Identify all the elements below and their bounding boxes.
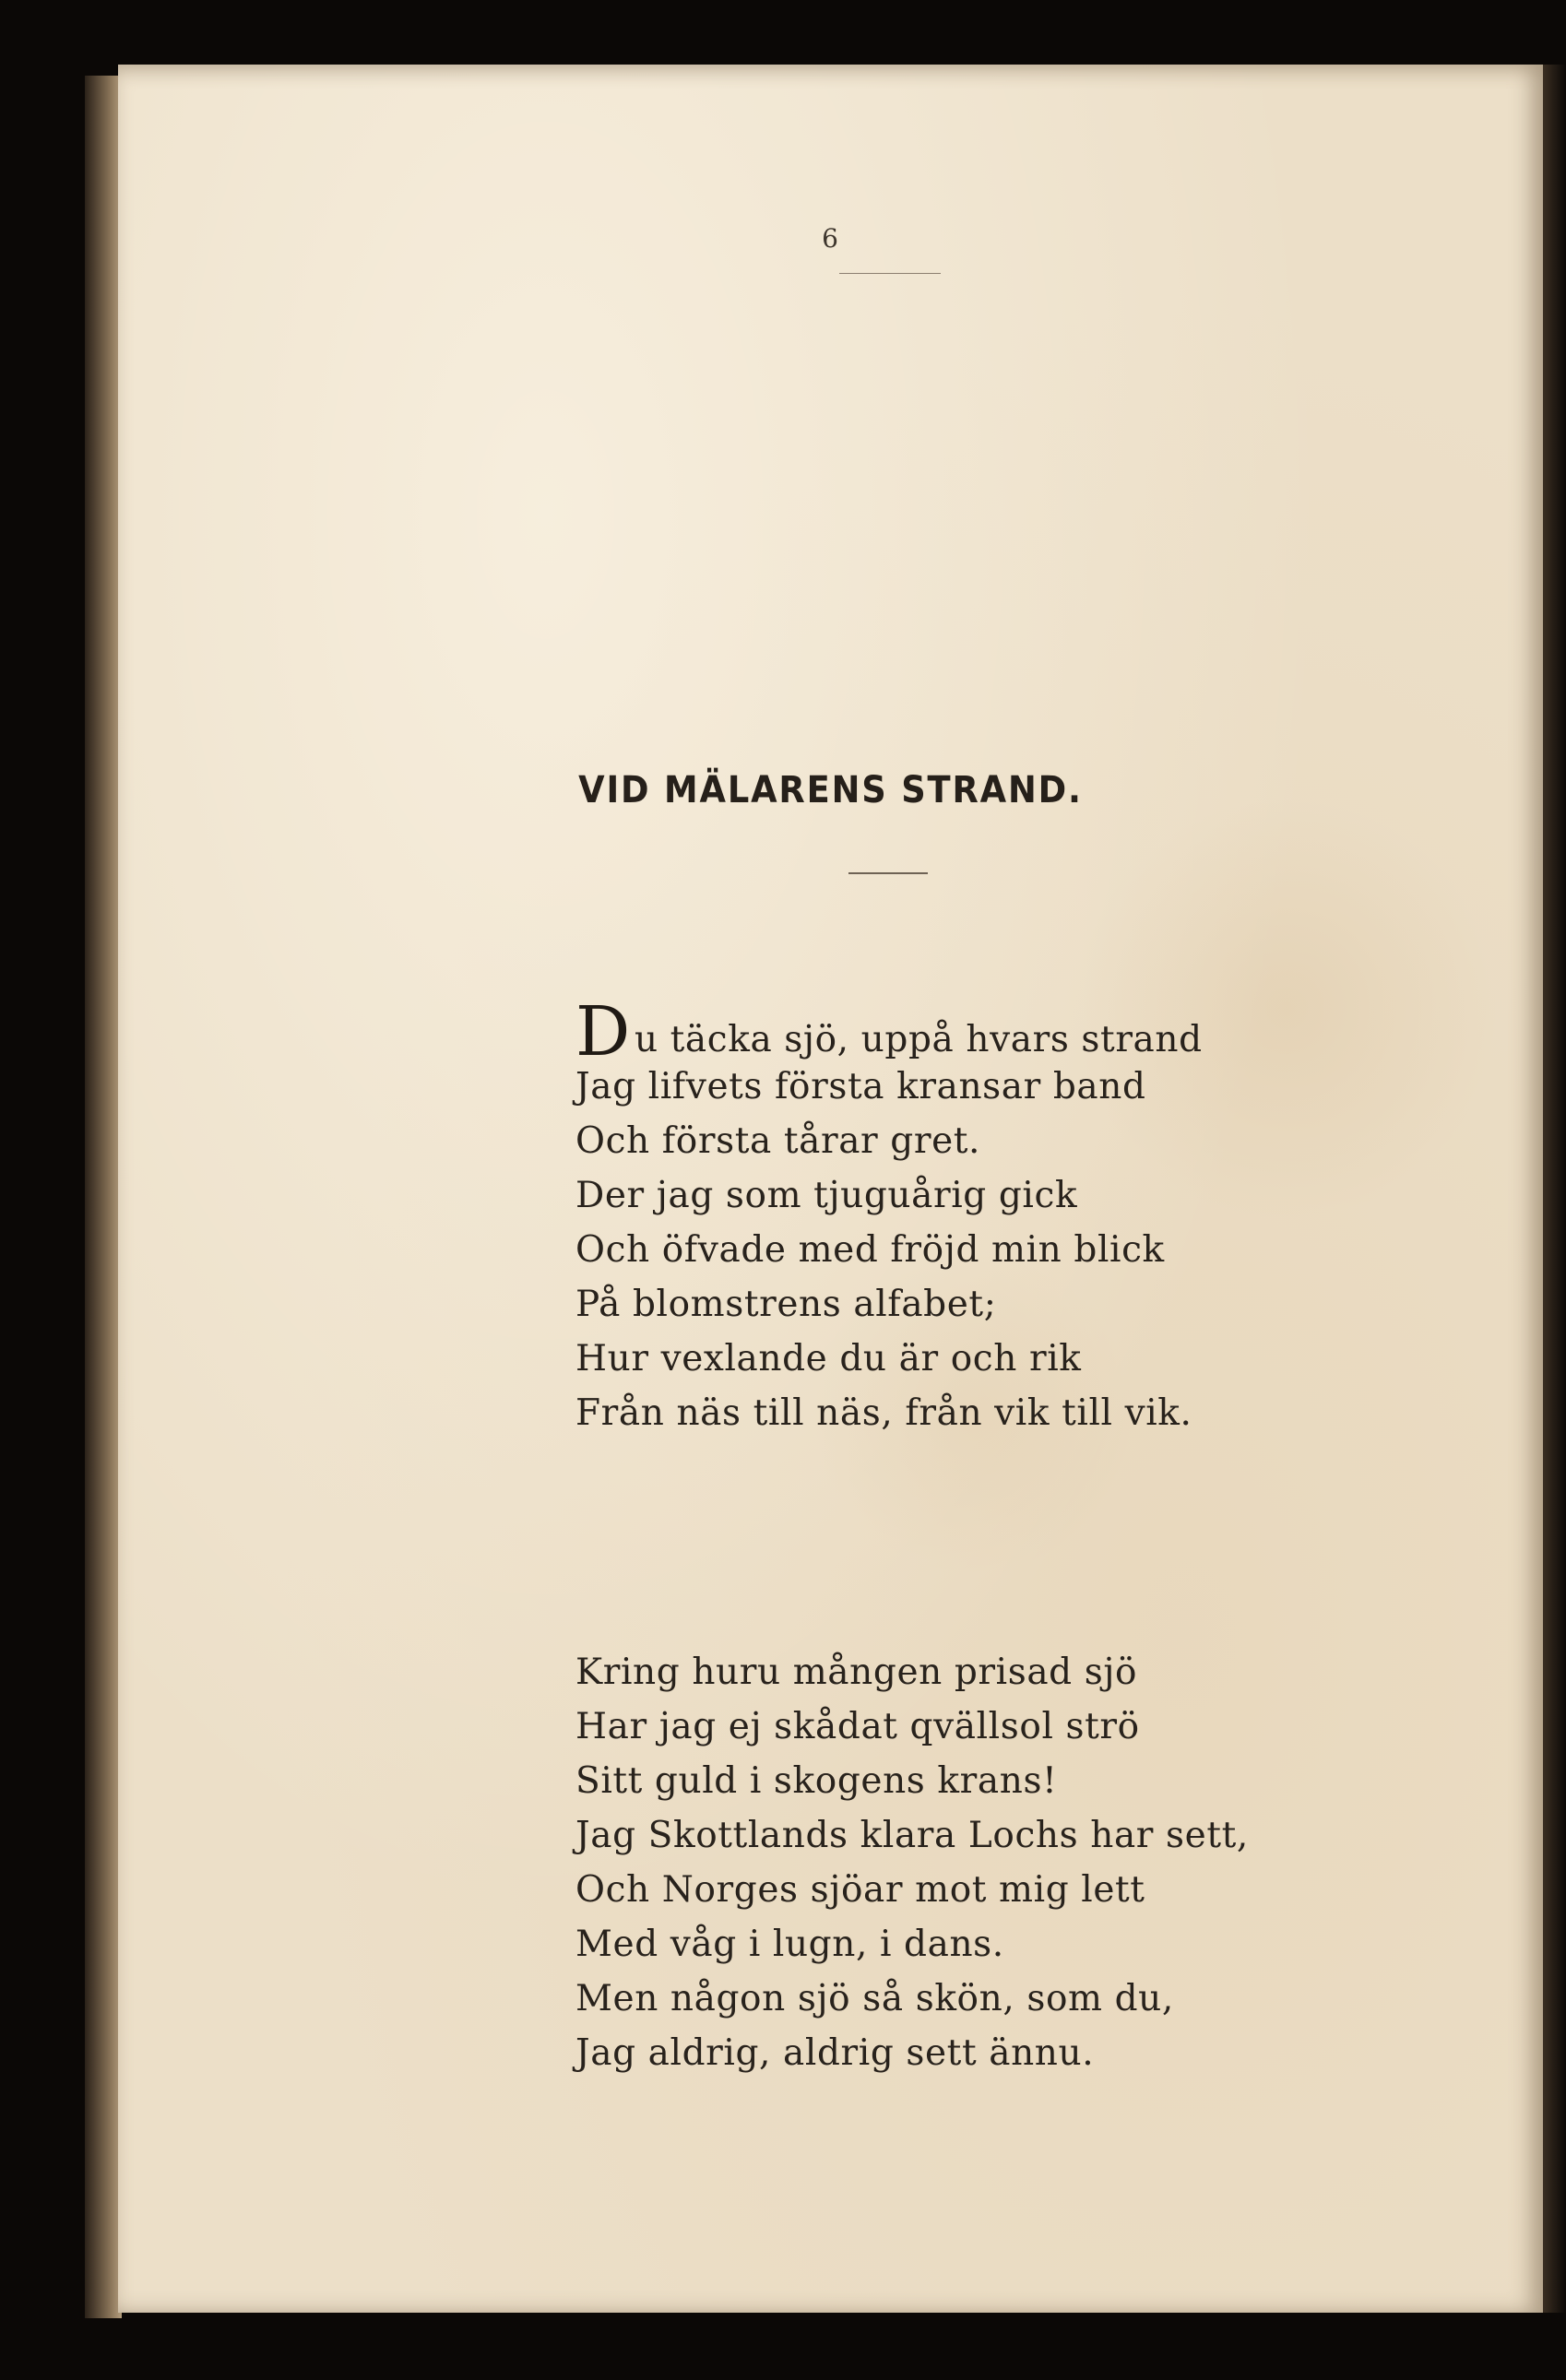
poem-line: Kring huru mången prisad sjö (575, 1652, 1138, 1693)
poem-line: Och första tårar gret. (575, 1120, 981, 1162)
title-rule (848, 872, 928, 874)
poem-line: Och öfvade med fröjd min blick (575, 1229, 1165, 1271)
poem-line-text: u täcka sjö, uppå hvars strand (634, 1019, 1203, 1060)
drop-cap: D (575, 992, 631, 1072)
poem-line: Der jag som tjuguårig gick (575, 1175, 1078, 1216)
page-number-rule (839, 273, 941, 274)
poem-title: VID MÄLARENS STRAND. (578, 769, 1083, 811)
poem-line (575, 992, 1203, 1072)
poem-line: Men någon sjö så skön, som du, (575, 1978, 1174, 2019)
poem-line: Med våg i lugn, i dans. (575, 1924, 1004, 1965)
page-sheet (118, 65, 1543, 2313)
poem-line: Jag lifvets första kransar band (575, 1066, 1146, 1107)
page-edge-shadow (1543, 65, 1566, 2313)
poem-line: Jag Skottlands klara Lochs har sett, (575, 1815, 1249, 1856)
stanza-2 (575, 1645, 1249, 2080)
page-number: 6 (822, 223, 839, 254)
book-spine-shadow (85, 76, 122, 2318)
poem-line: Och Norges sjöar mot mig lett (575, 1869, 1145, 1911)
poem-line: Jag aldrig, aldrig sett ännu. (575, 2032, 1095, 2074)
poem-line: Hur vexlande du är och rik (575, 1338, 1082, 1379)
poem-line: På blomstrens alfabet; (575, 1284, 997, 1325)
poem-line: Sitt guld i skogens krans! (575, 1760, 1058, 1802)
poem-line: Från näs till näs, från vik till vik. (575, 1392, 1192, 1434)
poem-line: Har jag ej skådat qvällsol strö (575, 1706, 1140, 1747)
stanza-1 (575, 992, 1203, 1440)
